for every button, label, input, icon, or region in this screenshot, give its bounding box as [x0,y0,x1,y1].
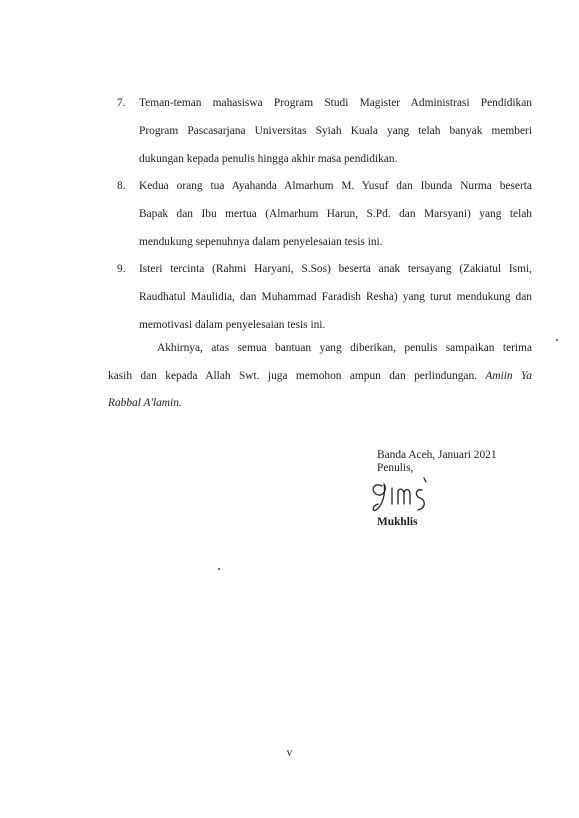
list-line: Teman-teman mahasiswa Program Studi Magister Administrasi Pendidikan [139,97,532,109]
scan-speck [218,568,220,570]
list-line: mendukung sepenuhnya dalam penyelesaian tesis ini. [139,236,383,248]
scan-speck [556,339,558,341]
list-number: 8. [117,180,126,192]
signer-role: Penulis, [377,462,414,474]
list-line: memotivasi dalam penyelesaian tesis ini. [139,319,326,331]
list-number: 9. [117,263,126,275]
list-line: Kedua orang tua Ayahanda Almarhum M. Yusuf dan Ibunda Nurma beserta [139,180,532,192]
handwritten-signature [368,474,458,514]
list-number: 7. [117,97,126,109]
paragraph-line [108,370,532,382]
list-line: dukungan kepada penulis hingga akhir masa pendidikan. [139,153,398,165]
paragraph-line: Akhirnya, atas semua bantuan yang diberikan, penulis sampaikan terima [157,342,532,354]
paragraph-text: kasih dan kepada Allah Swt. juga memohon ampun dan perlindungan. [108,370,478,382]
signer-name: Mukhlis [377,516,418,528]
paragraph-italic-line: Rabbal A'lamin. [108,397,182,409]
list-line: Bapak dan Ibu mertua (Almarhum Harun, S.Pd. dan Marsyani) yang telah [139,208,532,220]
list-line: Raudhatul Maulidia, dan Muhammad Faradish Resha) yang turut mendukung dan [139,291,532,303]
paragraph-italic-text: Amiin Ya [485,370,532,382]
page-number: v [286,747,293,759]
place-date: Banda Aceh, Januari 2021 [377,449,497,461]
list-line: Isteri tercinta (Rahmi Haryani, S.Sos) beserta anak tersayang (Zakiatul Ismi, [139,263,532,275]
list-line: Program Pascasarjana Universitas Syiah Kuala yang telah banyak memberi [139,125,532,137]
